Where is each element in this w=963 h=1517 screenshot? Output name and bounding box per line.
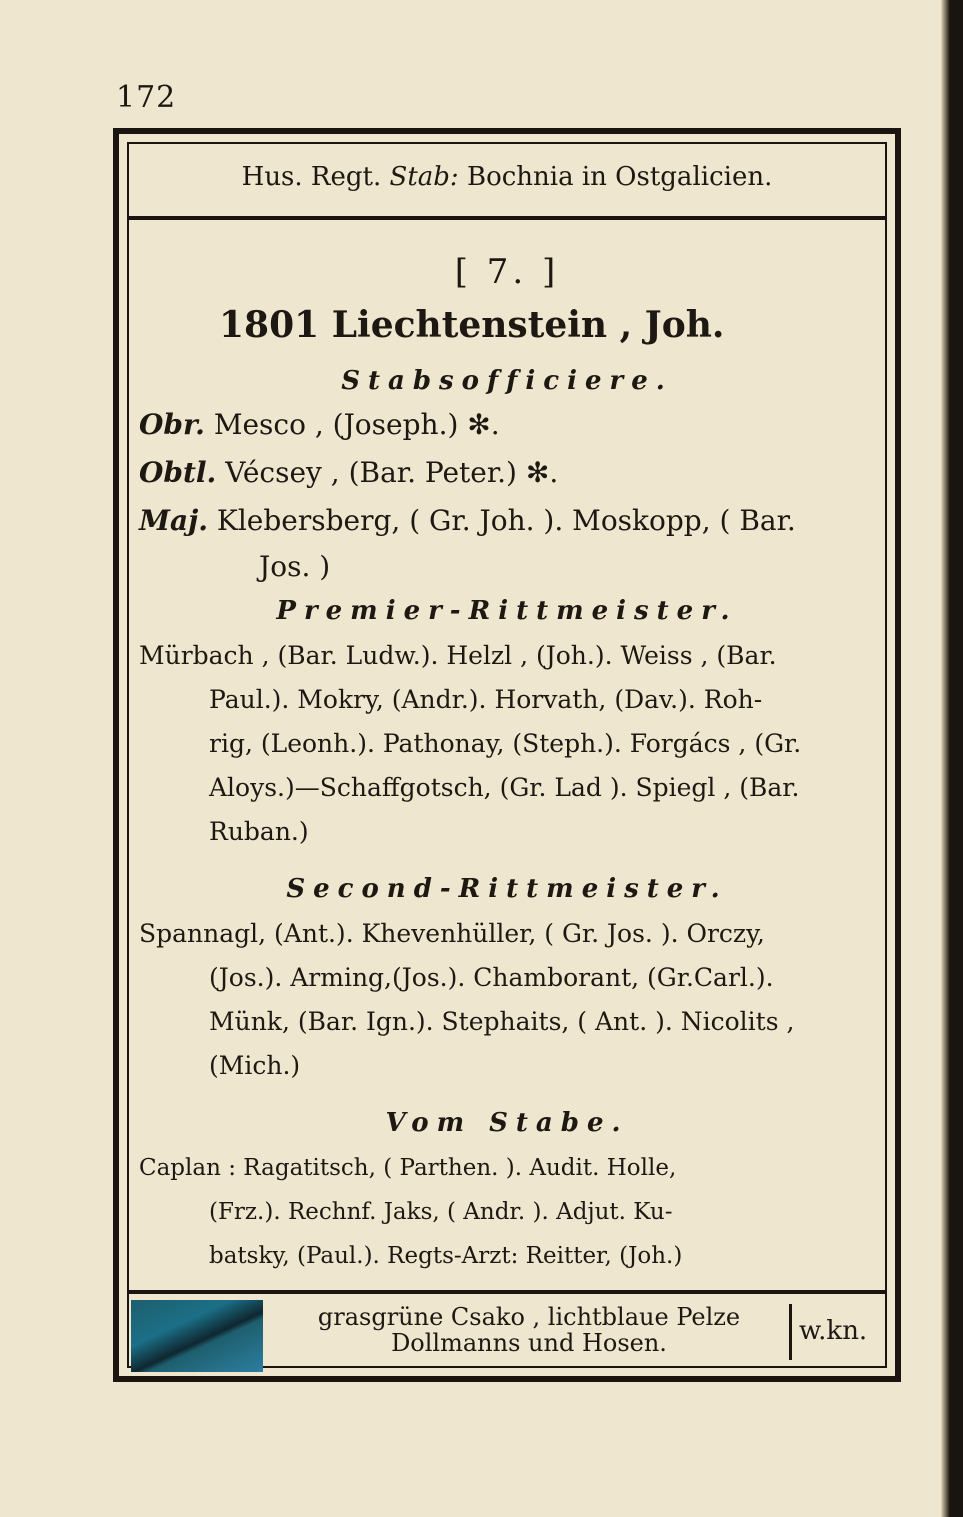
uniform-line-2: Dollmanns und Hosen.: [391, 1329, 667, 1357]
staff-entry-obr: [139, 408, 500, 441]
rank-label: Obr.: [139, 408, 205, 441]
premier-line: Aloys.)—Schaffgotsch, (Gr. Lad ). Spiegl , (Bar.: [209, 773, 800, 802]
uniform-description: [279, 1304, 779, 1356]
uniform-separator: [789, 1304, 792, 1360]
regiment-name: 1801 Liechtenstein , Joh.: [219, 304, 725, 346]
header-location: Bochnia in Ostgalicien.: [466, 162, 773, 192]
uniform-line-1: grasgrüne Csako , lichtblaue Pelze: [317, 1303, 741, 1331]
staff-officers-title: Stabsofficiere.: [341, 366, 673, 396]
second-first-line: Spannagl, (Ant.). Khevenhüller, ( Gr. Jos. ). Orczy,: [139, 919, 765, 948]
staff-entry-maj-cont: Jos. ): [259, 550, 331, 583]
vom-stabe-line: (Frz.). Rechnf. Jaks, ( Andr. ). Adjut. Ku-: [209, 1199, 673, 1225]
vom-stabe-line: batsky, (Paul.). Regts-Arzt: Reitter, (Joh.): [209, 1243, 683, 1269]
uniform-buttons: w.kn.: [799, 1316, 868, 1346]
second-line: (Jos.). Arming,(Jos.). Chamborant, (Gr.Carl.).: [209, 963, 774, 992]
footer-rule: [129, 1290, 885, 1294]
premier-first-line: Mürbach , (Bar. Ludw.). Helzl , (Joh.). Weiss , (Bar.: [139, 641, 777, 670]
page-number: 172: [116, 80, 177, 115]
staff-names: Klebersberg, ( Gr. Joh. ). Moskopp, ( Bar.: [216, 504, 796, 537]
entry-header: [129, 162, 885, 192]
entry-inner-frame: [127, 142, 887, 1368]
regiment-number: [ 7. ]: [454, 252, 560, 292]
premier-title: Premier-Rittmeister.: [276, 596, 738, 626]
vom-stabe-first-line: Caplan : Ragatitsch, ( Parthen. ). Audit. Holle,: [139, 1155, 677, 1181]
staff-names: Mesco , (Joseph.) ✻.: [213, 408, 500, 441]
premier-list: [139, 634, 899, 854]
uniform-color-swatch: [131, 1300, 263, 1372]
header-stab-label: Stab:: [389, 162, 459, 192]
header-prefix: Hus. Regt.: [241, 162, 382, 192]
vom-stabe-title: Vom Stabe.: [385, 1108, 629, 1138]
staff-entry-obtl: [139, 456, 558, 489]
header-rule: [129, 216, 885, 220]
rank-label: Obtl.: [139, 456, 217, 489]
page-edge: [941, 0, 963, 1517]
premier-line: Paul.). Mokry, (Andr.). Horvath, (Dav.). Roh-: [209, 685, 763, 714]
second-line: Münk, (Bar. Ign.). Stephaits, ( Ant. ). Nicolits ,: [209, 1007, 795, 1036]
premier-line: Ruban.): [209, 817, 309, 846]
second-line: (Mich.): [209, 1051, 301, 1080]
rank-label: Maj.: [139, 504, 209, 537]
staff-names: Vécsey , (Bar. Peter.) ✻.: [225, 456, 559, 489]
second-list: [139, 912, 899, 1088]
second-title: Second-Rittmeister.: [286, 874, 728, 904]
premier-line: rig, (Leonh.). Pathonay, (Steph.). Forgács , (Gr.: [209, 729, 802, 758]
entry-frame: [113, 128, 901, 1382]
staff-entry-maj: [139, 504, 796, 537]
vom-stabe-list: [139, 1146, 899, 1278]
